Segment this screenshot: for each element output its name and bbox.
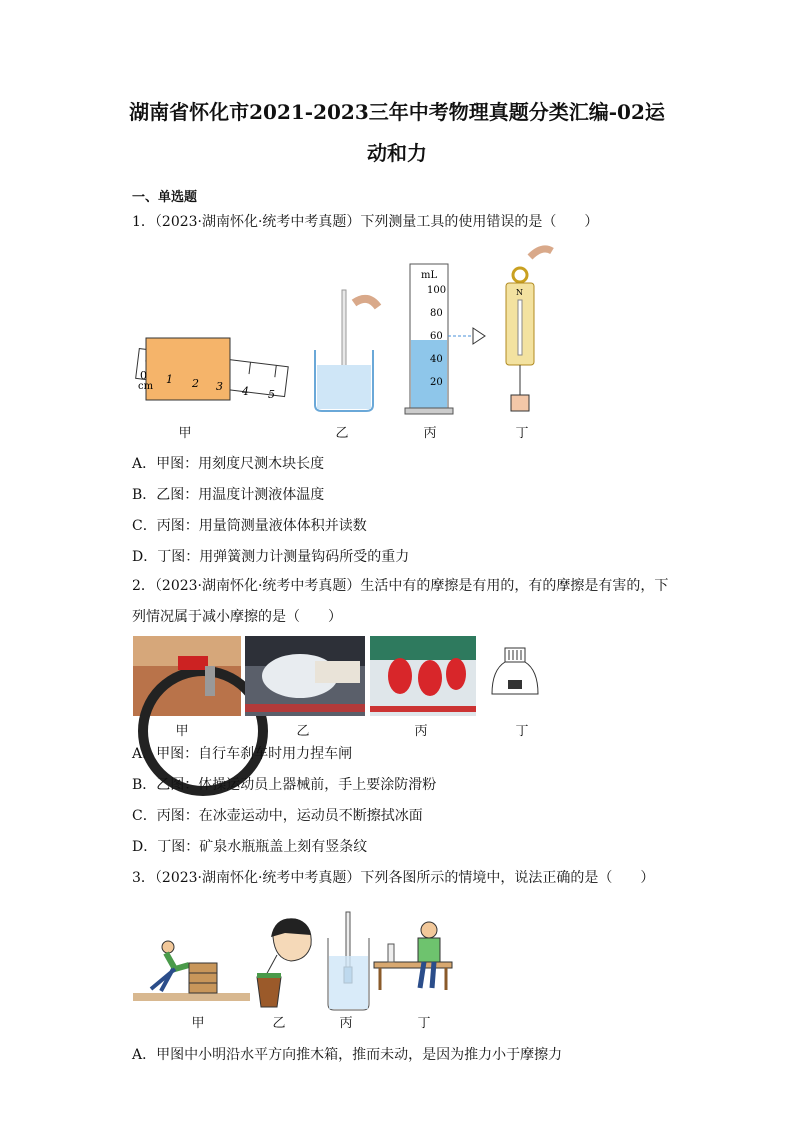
q2-caption-bing: 丙: [414, 724, 428, 739]
q1-caption-yi: 乙: [335, 426, 349, 441]
doc-title-line1: 湖南省怀化市2021-2023三年中考物理真题分类汇编-02运: [129, 100, 665, 124]
ruler-mark-1: 1: [166, 373, 173, 386]
q2-option-d[interactable]: D．丁图：矿泉水瓶瓶盖上刻有竖条纹: [132, 839, 368, 855]
q1-option-d[interactable]: D．丁图：用弹簧测力计测量钩码所受的重力: [132, 549, 410, 565]
figure-q3-bing-glass-water: [326, 912, 371, 1012]
photo-curling: [370, 636, 476, 716]
q2-caption-yi: 乙: [296, 724, 310, 739]
ruler-mark-0: 0: [140, 369, 147, 382]
q3-caption-jia: 甲: [191, 1016, 205, 1031]
q1-option-c[interactable]: C．丙图：用量筒测量液体体积并读数: [132, 518, 367, 534]
cylinder-unit: mL: [421, 270, 438, 281]
q2-caption-jia: 甲: [175, 724, 189, 739]
figure-q3-yi-drink-straw: [255, 915, 320, 1010]
question-2-text-line2: 列情况属于减小摩擦的是（ ）: [132, 609, 342, 625]
q3-option-a[interactable]: A．甲图中小明沿水平方向推木箱，推而未动，是因为推力小于摩擦力: [132, 1047, 563, 1063]
ruler-mark-4: 4: [242, 385, 249, 398]
photo-chalk-hands: [245, 636, 365, 716]
q3-caption-bing: 丙: [339, 1016, 353, 1031]
cylinder-mark-40: 40: [430, 354, 443, 365]
ruler-mark-2: 2: [192, 377, 199, 390]
q2-caption-ding: 丁: [515, 724, 529, 739]
figure-q1-yi-beaker: [310, 285, 380, 415]
figure-q1-bing-cylinder: [405, 262, 495, 417]
cylinder-mark-80: 80: [430, 308, 443, 319]
section-heading: 一、单选题: [132, 190, 198, 205]
q1-caption-bing: 丙: [423, 426, 437, 441]
q2-option-b[interactable]: B．乙图：体操运动员上器械前，手上要涂防滑粉: [132, 777, 437, 793]
q1-option-b[interactable]: B．乙图：用温度计测液体温度: [132, 487, 325, 503]
ruler-mark-3: 3: [216, 380, 223, 393]
cylinder-mark-20: 20: [430, 377, 443, 388]
question-3-text: 3．（2023·湖南怀化·统考中考真题）下列各图所示的情境中，说法正确的是（ ）: [132, 870, 655, 886]
q2-option-a[interactable]: A．甲图：自行车刹车时用力捏车闸: [132, 746, 353, 762]
ruler-unit: cm: [138, 381, 154, 392]
cylinder-mark-100: 100: [427, 285, 447, 296]
spring-unit: N: [516, 288, 523, 297]
q3-caption-ding: 丁: [417, 1016, 431, 1031]
q2-option-c[interactable]: C．丙图：在冰壶运动中，运动员不断擦拭冰面: [132, 808, 423, 824]
figure-q1-jia-ruler: [132, 335, 292, 415]
q1-caption-ding: 丁: [515, 426, 529, 441]
q1-option-a[interactable]: A．甲图：用刻度尺测木块长度: [132, 456, 325, 472]
figure-q1-ding-spring-scale: [500, 245, 560, 415]
question-2-text-line1: 2．（2023·湖南怀化·统考中考真题）生活中有的摩擦是有用的，有的摩擦是有害的，下: [132, 578, 669, 594]
photo-bicycle-brake: [133, 636, 241, 716]
figure-q3-jia-push-box: [133, 935, 250, 1005]
figure-q3-ding-bench-person: [374, 918, 454, 1000]
cylinder-mark-60: 60: [430, 331, 443, 342]
q3-caption-yi: 乙: [272, 1016, 286, 1031]
ruler-mark-5: 5: [268, 388, 275, 401]
q1-caption-jia: 甲: [178, 426, 192, 441]
bottle-cap-drawing: [490, 646, 540, 696]
question-1-text: 1．（2023·湖南怀化·统考中考真题）下列测量工具的使用错误的是（ ）: [132, 214, 599, 230]
doc-title-line2: 动和力: [367, 141, 427, 165]
